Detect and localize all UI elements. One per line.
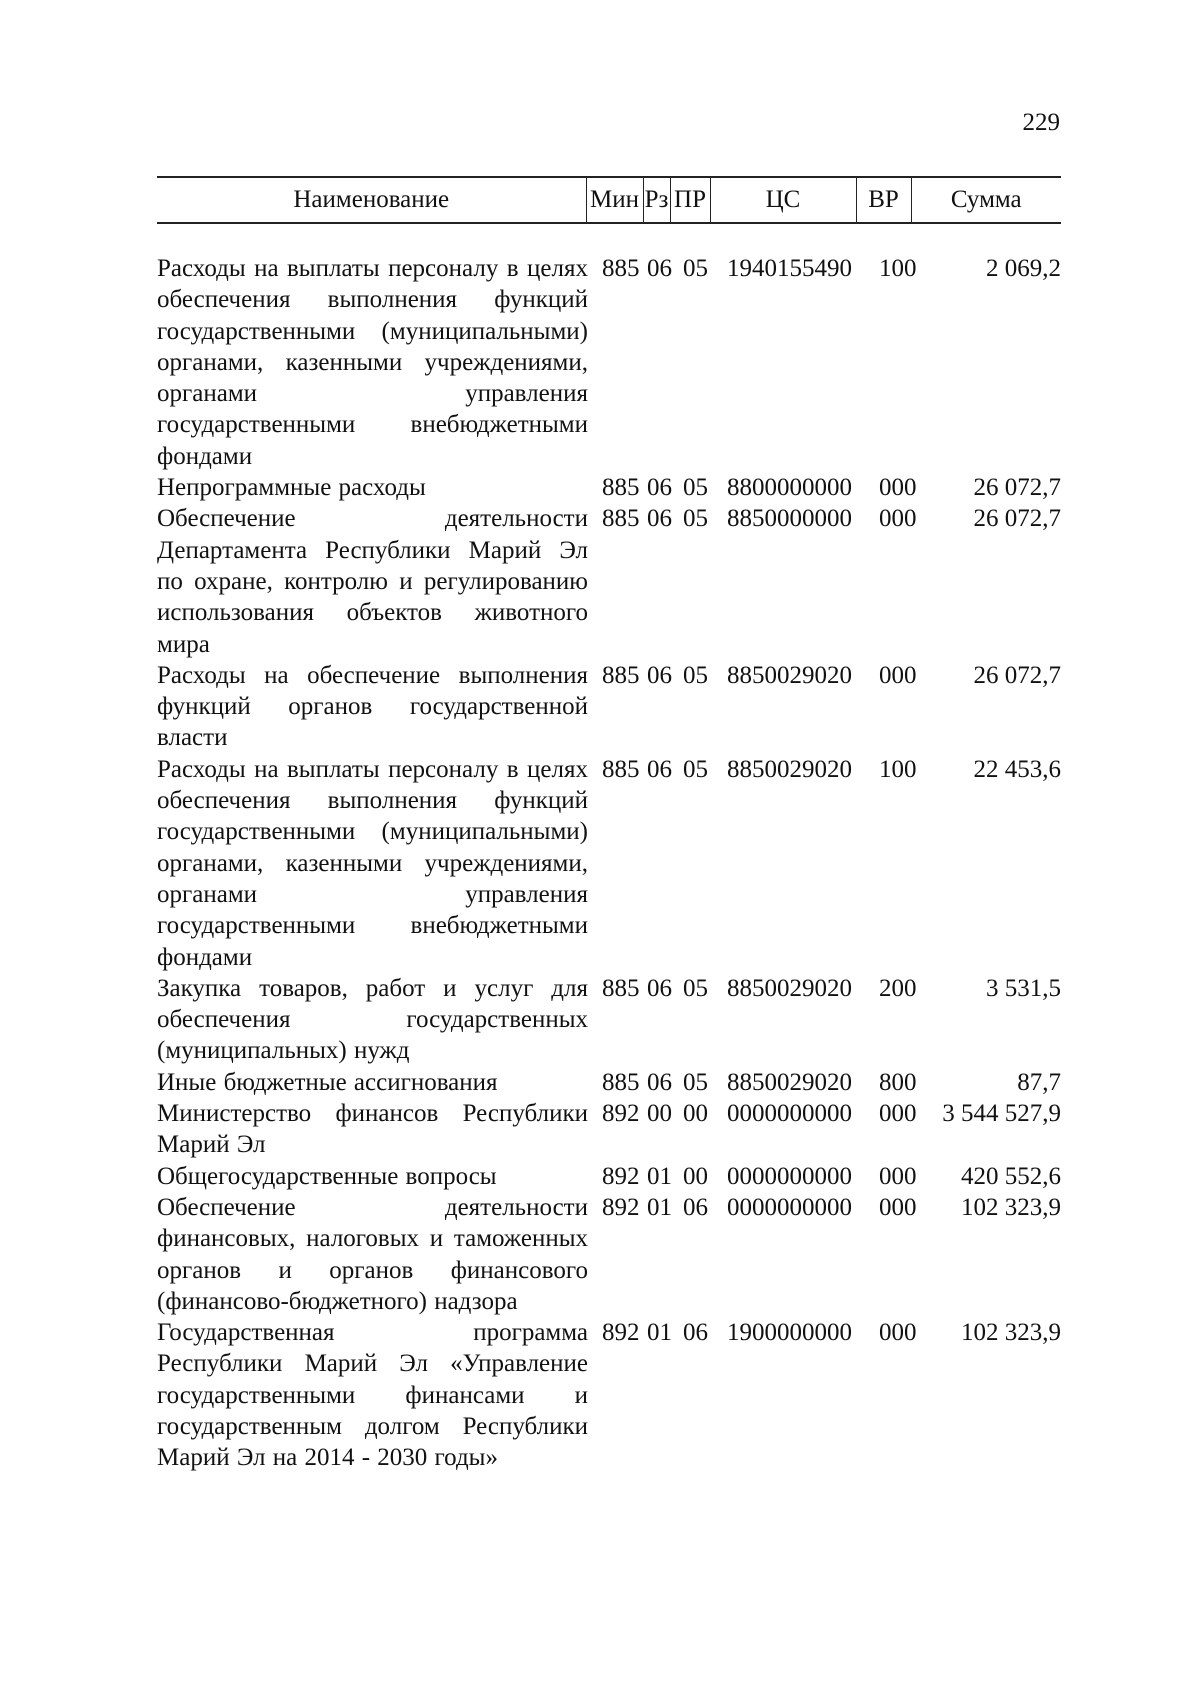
- row-min: 885: [602, 255, 640, 282]
- row-rz: 01: [647, 1319, 672, 1347]
- row-vr: 000: [879, 1319, 917, 1347]
- table-row: [157, 472, 1061, 503]
- column-header-vr: ВР: [856, 177, 911, 223]
- table-row: [157, 1067, 1061, 1098]
- row-name: Расходы на обеспечение выполнения функций органов государственной власти: [157, 661, 588, 752]
- row-rz: 00: [647, 1100, 672, 1128]
- row-name: Общегосударственные вопросы: [157, 1162, 497, 1190]
- row-min: 892: [602, 1162, 640, 1190]
- row-pr: 05: [683, 255, 708, 282]
- row-pr: 05: [683, 974, 708, 1002]
- page-number: 229: [1022, 109, 1060, 136]
- table-row: [157, 253, 1061, 472]
- row-cs: 8850029020: [727, 1068, 852, 1096]
- row-rz: 06: [647, 255, 672, 282]
- row-cs: 1900000000: [727, 1319, 852, 1347]
- table-row: [157, 1098, 1061, 1161]
- table-row: [157, 754, 1061, 973]
- row-name: Министерство финансов Республики Марий Эл: [157, 1100, 588, 1159]
- table-row: [157, 1317, 1061, 1473]
- row-sum: 26 072,7: [973, 661, 1061, 689]
- row-name: Иные бюджетные ассигнования: [157, 1068, 498, 1096]
- row-sum: 102 323,9: [961, 1319, 1061, 1347]
- column-header-pr: ПР: [670, 177, 710, 223]
- row-pr: 00: [683, 1162, 708, 1190]
- row-rz: 06: [647, 755, 672, 783]
- row-vr: 000: [879, 474, 917, 502]
- table-row: [157, 973, 1061, 1067]
- row-min: 892: [602, 1193, 640, 1221]
- column-header-name: Наименование: [157, 177, 586, 223]
- table-row: [157, 503, 1061, 659]
- budget-table: [157, 253, 1061, 1474]
- table-row: [157, 1192, 1061, 1317]
- row-vr: 000: [879, 1193, 917, 1221]
- row-min: 885: [602, 661, 640, 689]
- row-name: Расходы на выплаты персоналу в целях обеспечения выполнения функций государственными (муниципальными) органами, казенными учреждениями, органами управления государственными внебюджетными фондами: [157, 255, 588, 470]
- row-rz: 06: [647, 1068, 672, 1096]
- table-header: [157, 176, 1061, 224]
- column-header-rz: Рз: [643, 177, 670, 223]
- table-row: [157, 660, 1061, 754]
- column-header-sum: Сумма: [911, 177, 1061, 223]
- row-min: 885: [602, 1068, 640, 1096]
- row-rz: 01: [647, 1162, 672, 1190]
- row-rz: 06: [647, 505, 672, 533]
- row-sum: 22 453,6: [973, 755, 1061, 783]
- row-name: Обеспечение деятельности Департамента Республики Марий Эл по охране, контролю и регулированию использования объектов животного мира: [157, 505, 588, 658]
- row-pr: 05: [683, 474, 708, 502]
- row-pr: 05: [683, 661, 708, 689]
- row-sum: 87,7: [1017, 1068, 1061, 1096]
- row-cs: 8850029020: [727, 661, 852, 689]
- row-rz: 01: [647, 1193, 672, 1221]
- row-pr: 06: [683, 1193, 708, 1221]
- row-name: Непрограммные расходы: [157, 474, 426, 502]
- row-vr: 000: [879, 1162, 917, 1190]
- row-rz: 06: [647, 474, 672, 502]
- row-pr: 05: [683, 755, 708, 783]
- row-sum: 102 323,9: [961, 1193, 1061, 1221]
- row-cs: 1940155490: [727, 255, 852, 282]
- row-vr: 800: [879, 1068, 917, 1096]
- row-pr: 06: [683, 1319, 708, 1347]
- row-cs: 8850000000: [727, 505, 852, 533]
- row-cs: 8850029020: [727, 974, 852, 1002]
- row-vr: 200: [879, 974, 917, 1002]
- row-cs: 0000000000: [727, 1193, 852, 1221]
- row-cs: 0000000000: [727, 1100, 852, 1128]
- row-cs: 0000000000: [727, 1162, 852, 1190]
- column-header-min: Мин: [586, 177, 643, 223]
- row-vr: 100: [879, 755, 917, 783]
- row-name: Обеспечение деятельности финансовых, налоговых и таможенных органов и органов финансового (финансово-бюджетного) надзора: [157, 1193, 588, 1315]
- row-vr: 000: [879, 661, 917, 689]
- row-pr: 05: [683, 1068, 708, 1096]
- row-min: 885: [602, 755, 640, 783]
- row-rz: 06: [647, 974, 672, 1002]
- row-min: 892: [602, 1319, 640, 1347]
- row-pr: 05: [683, 505, 708, 533]
- row-sum: 26 072,7: [973, 505, 1061, 533]
- row-sum: 420 552,6: [961, 1162, 1061, 1190]
- row-sum: 3 544 527,9: [942, 1100, 1061, 1128]
- row-cs: 8850029020: [727, 755, 852, 783]
- table-row: [157, 1161, 1061, 1192]
- row-vr: 000: [879, 505, 917, 533]
- row-name: Расходы на выплаты персоналу в целях обеспечения выполнения функций государственными (муниципальными) органами, казенными учреждениями, органами управления государственными внебюджетными фондами: [157, 755, 588, 971]
- row-min: 892: [602, 1100, 640, 1128]
- row-rz: 06: [647, 661, 672, 689]
- row-vr: 000: [879, 1100, 917, 1128]
- row-vr: 100: [879, 255, 917, 282]
- row-pr: 00: [683, 1100, 708, 1128]
- row-min: 885: [602, 974, 640, 1002]
- row-sum: 26 072,7: [973, 474, 1061, 502]
- row-sum: 2 069,2: [986, 255, 1061, 282]
- row-min: 885: [602, 474, 640, 502]
- row-cs: 8800000000: [727, 474, 852, 502]
- row-sum: 3 531,5: [986, 974, 1061, 1002]
- row-name: Закупка товаров, работ и услуг для обеспечения государственных (муниципальных) нужд: [157, 974, 588, 1065]
- row-name: Государственная программа Республики Марий Эл «Управление государственными финансами и государственным долгом Республики Марий Эл на 2014 - 2030 годы»: [157, 1319, 588, 1472]
- row-min: 885: [602, 505, 640, 533]
- column-header-cs: ЦС: [710, 177, 856, 223]
